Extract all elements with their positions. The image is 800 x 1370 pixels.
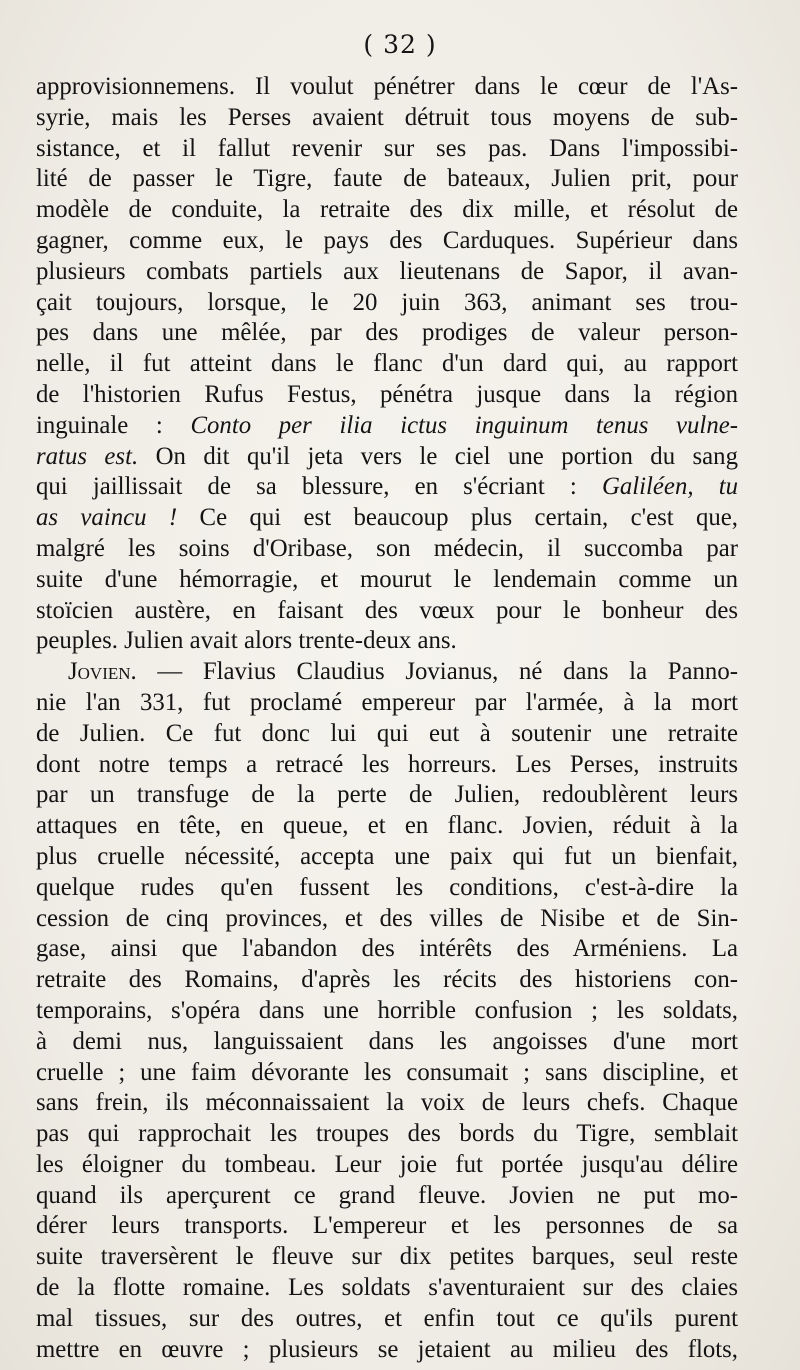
text-line: nie l'an 331, fut proclamé empereur par l'armée, à la mort	[36, 688, 738, 716]
text-line: qui jaillissait de sa blessure, en s'écriant : Galiléen, tu	[36, 473, 738, 501]
text-line: retraite des Romains, d'après les récits des historiens con-	[36, 966, 738, 994]
text-line: gase, ainsi que l'abandon des intérêts des Arméniens. La	[36, 935, 738, 963]
text-line: de Julien. Ce fut donc lui qui eut à soutenir une retraite	[36, 719, 738, 747]
text-line: inguinale : Conto per ilia ictus inguinum tenus vulne-	[36, 411, 738, 439]
text-line: syrie, mais les Perses avaient détruit tous moyens de sub-	[36, 103, 738, 131]
text-line: malgré les soins d'Oribase, son médecin, il succomba par	[36, 534, 738, 562]
text-line: pas qui rapprochait les troupes des bords du Tigre, semblait	[36, 1120, 738, 1148]
text-line: quand ils aperçurent ce grand fleuve. Jovien ne put mo-	[36, 1181, 738, 1209]
text-line: sans frein, ils méconnaissaient la voix de leurs chefs. Chaque	[36, 1089, 738, 1117]
text-line: cession de cinq provinces, et des villes de Nisibe et de Sin-	[36, 904, 738, 932]
text-line: plusieurs combats partiels aux lieutenans de Sapor, il avan-	[36, 257, 738, 285]
page-number: ( 32 )	[363, 30, 437, 59]
text-line: de l'historien Rufus Festus, pénétra jusque dans la région	[36, 380, 738, 408]
text-line: modèle de conduite, la retraite des dix mille, et résolut de	[36, 196, 738, 224]
text-line: approvisionnemens. Il voulut pénétrer dans le cœur de l'As-	[36, 73, 738, 100]
text-line: lité de passer le Tigre, faute de bateaux, Julien prit, pour	[36, 165, 738, 193]
text-line: quelque rudes qu'en fussent les conditions, c'est-à-dire la	[36, 873, 738, 901]
text-line: gagner, comme eux, le pays des Carduques. Supérieur dans	[36, 226, 738, 254]
text-line: pes dans une mêlée, par des prodiges de valeur person-	[36, 319, 738, 347]
text-line: plus cruelle nécessité, accepta une paix qui fut un bienfait,	[36, 842, 738, 870]
text-line: à demi nus, languissaient dans les angoisses d'une mort	[36, 1027, 738, 1055]
text-line: sistance, et il fallut revenir sur ses pas. Dans l'impossibi-	[36, 134, 738, 162]
text-line: cruelle ; une faim dévorante les consumait ; sans discipline, et	[36, 1058, 738, 1086]
text-line: Jovien. — Flavius Claudius Jovianus, né dans la Panno-	[68, 658, 738, 686]
text-line: attaques en tête, en queue, et en flanc. Jovien, réduit à la	[36, 812, 738, 840]
text-line: de la flotte romaine. Les soldats s'aventuraient sur des claies	[36, 1274, 738, 1302]
text-line: çait toujours, lorsque, le 20 juin 363, animant ses trou-	[36, 288, 738, 316]
text-line: suite traversèrent le fleuve sur dix petites barques, seul reste	[36, 1243, 738, 1271]
text-line: mal tissues, sur des outres, et enfin tout ce qu'ils purent	[36, 1304, 738, 1332]
text-line: suite d'une hémorragie, et mourut le lendemain comme un	[36, 565, 738, 593]
text-line: nelle, il fut atteint dans le flanc d'un dard qui, au rapport	[36, 350, 738, 378]
text-line: dérer leurs transports. L'empereur et les personnes de sa	[36, 1212, 738, 1240]
text-line: peuples. Julien avait alors trente-deux ans.	[36, 627, 457, 655]
text-line: as vaincu ! Ce qui est beaucoup plus certain, c'est que,	[36, 504, 738, 532]
text-line: par un transfuge de la perte de Julien, redoublèrent leurs	[36, 781, 738, 809]
body-text	[36, 72, 738, 1365]
text-line: stoïcien austère, en faisant des vœux pour le bonheur des	[36, 596, 738, 624]
text-line: temporains, s'opéra dans une horrible confusion ; les soldats,	[36, 996, 738, 1024]
text-line: dont notre temps a retracé les horreurs. Les Perses, instruits	[36, 750, 738, 778]
text-line: ratus est. On dit qu'il jeta vers le ciel une portion du sang	[36, 442, 738, 470]
text-line: les éloigner du tombeau. Leur joie fut portée jusqu'au délire	[36, 1150, 738, 1178]
text-line: mettre en œuvre ; plusieurs se jetaient au milieu des flots,	[36, 1335, 738, 1363]
